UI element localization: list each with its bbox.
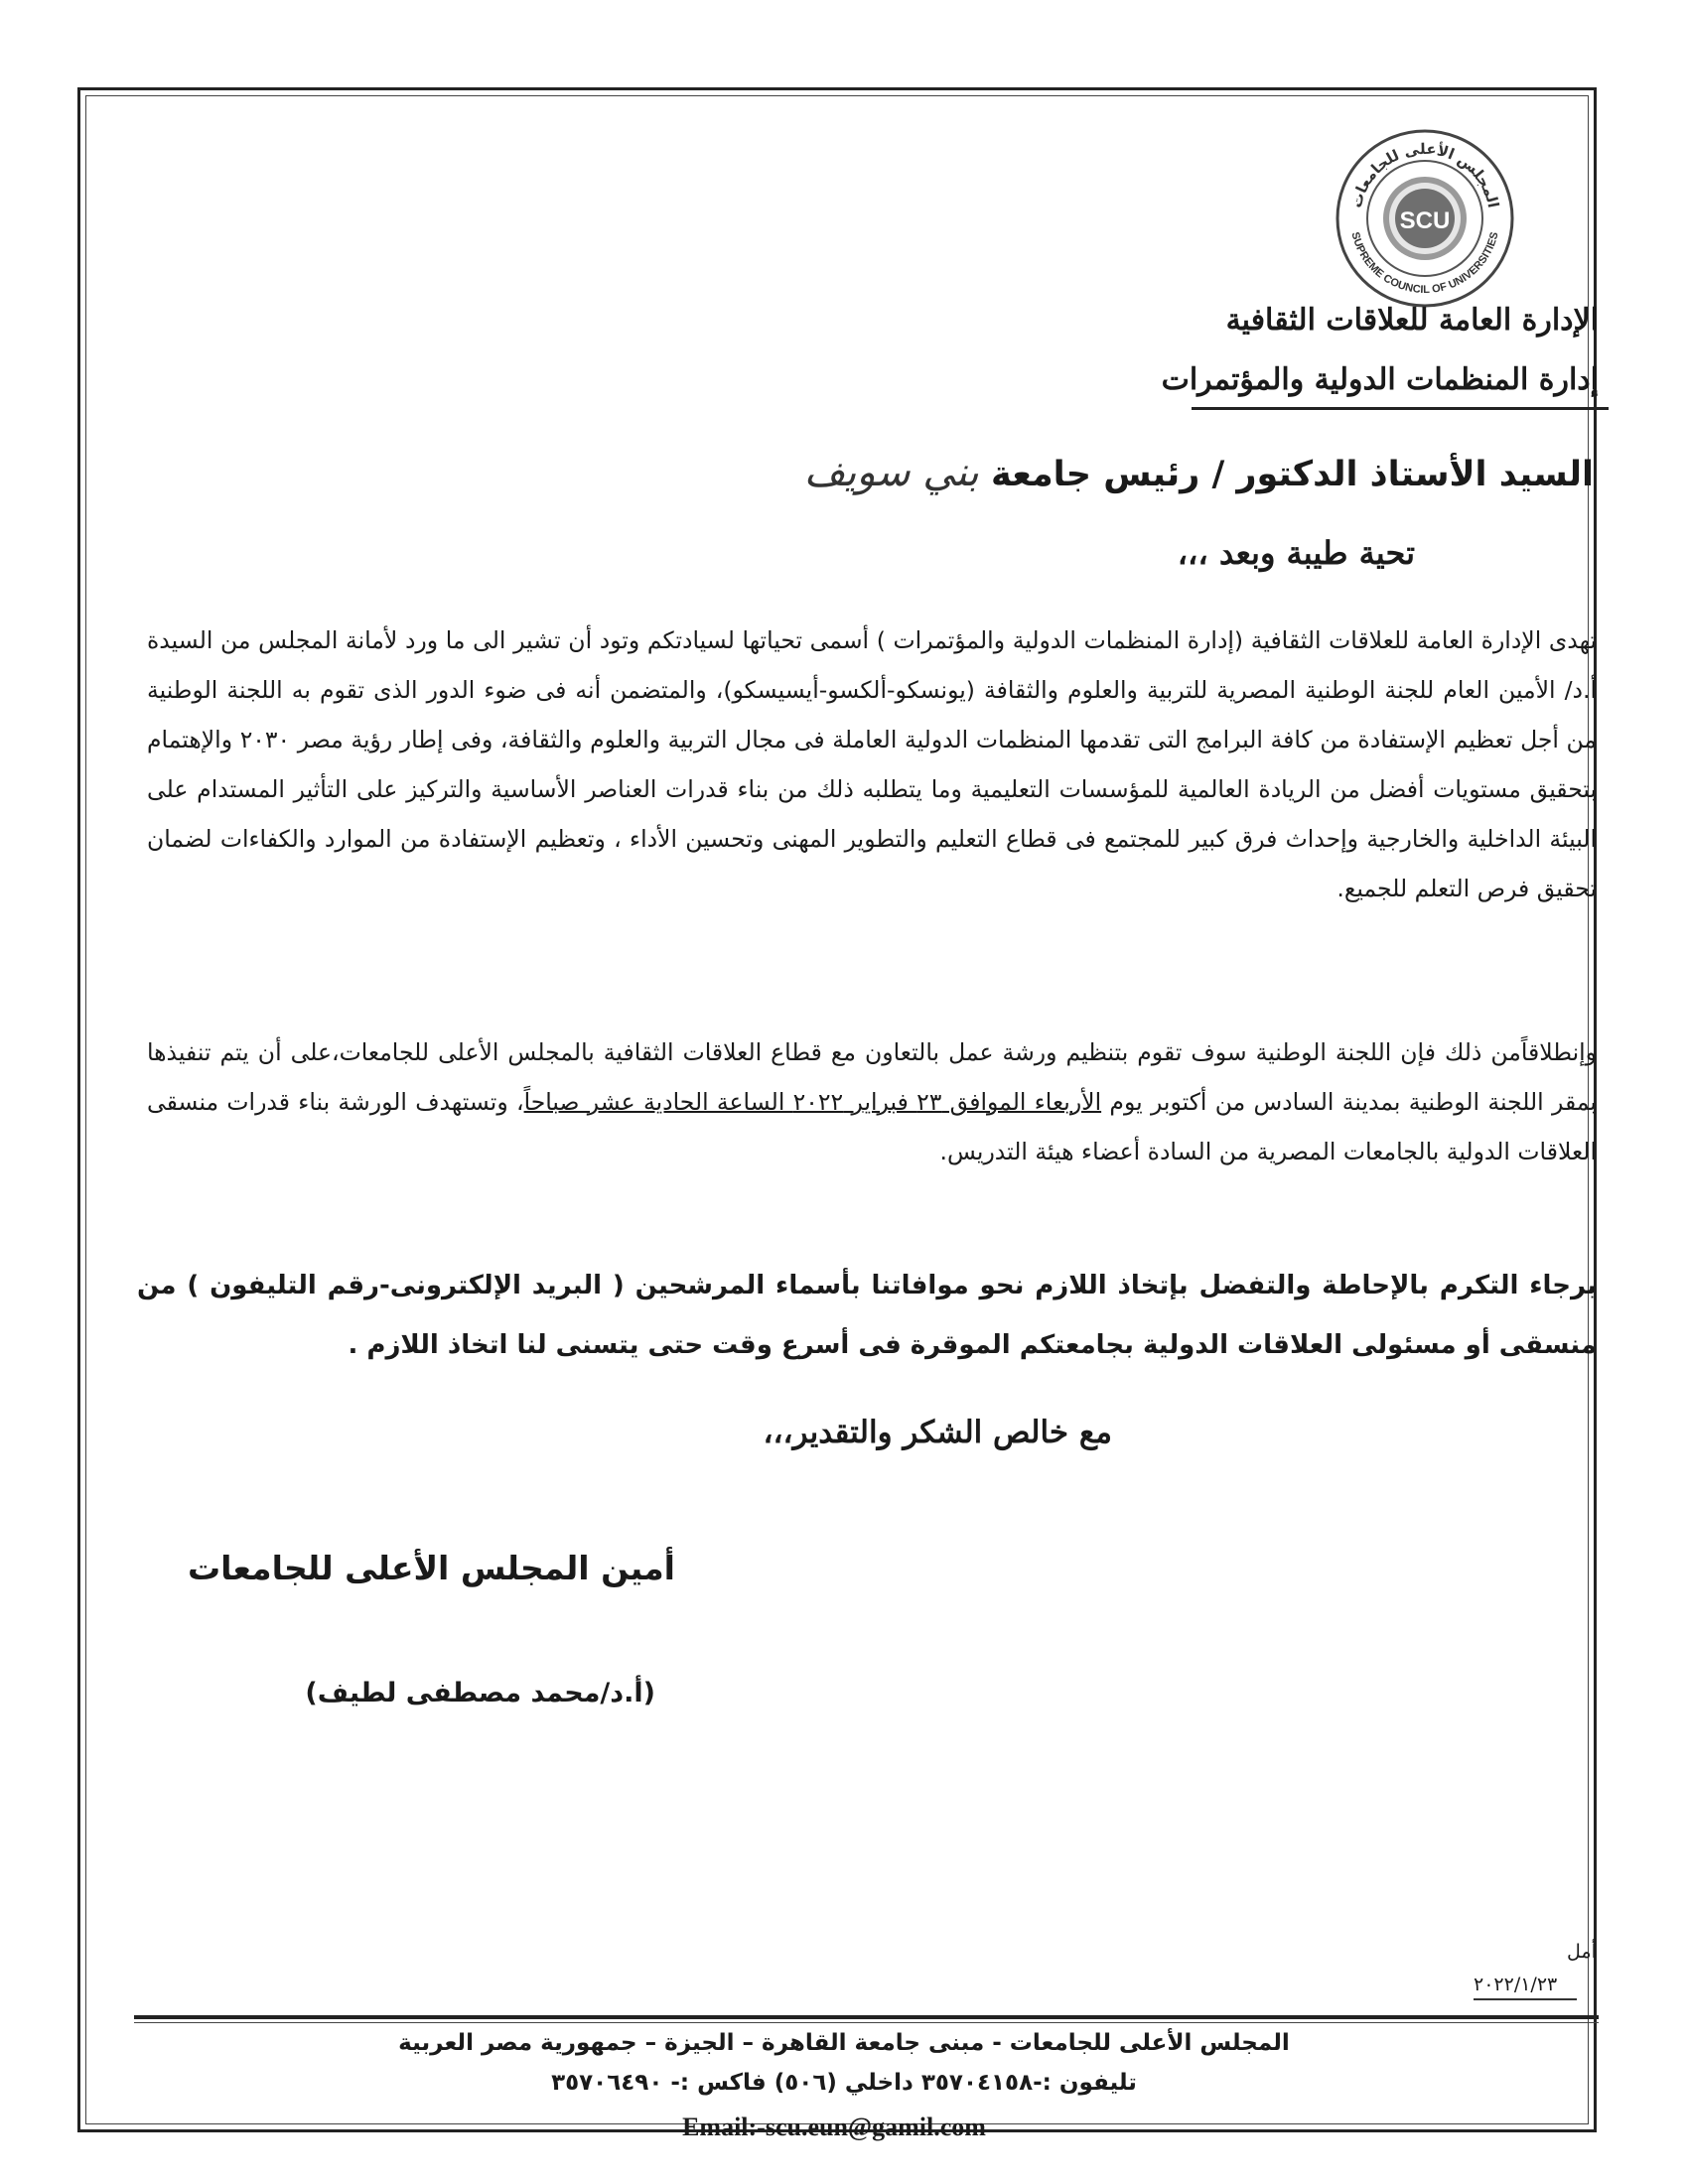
department-underline — [1192, 407, 1609, 410]
scu-seal — [1316, 119, 1534, 308]
workshop-date: الأربعاء الموافق ٢٣ فبراير ٢٠٢٢ الساعة الحادية عشر صباحاً — [523, 1088, 1102, 1116]
seal-emblem-text: SCU — [1399, 207, 1451, 234]
footer-divider-thin — [134, 2022, 1599, 2023]
signature-name: (أ.د/محمد مصطفى لطيف) — [305, 1678, 655, 1708]
department-unit: إدارة المنظمات الدولية والمؤتمرات — [1161, 362, 1599, 397]
footer-address: المجلس الأعلى للجامعات - مبنى جامعة القاهرة – الجيزة – جمهورية مصر العربية — [398, 2030, 1290, 2056]
seal-ring-text-top: المجلس الأعلى للجامعات — [1346, 139, 1503, 210]
signature-title: أمين المجلس الأعلى للجامعات — [187, 1549, 675, 1587]
reference-initials: أمل — [1567, 1941, 1597, 1963]
seal-ring-text-bottom: SUPREME COUNCIL OF UNIVERSITIES — [1348, 230, 1501, 297]
body-paragraph-1: تهدى الإدارة العامة للعلاقات الثقافية (إدارة المنظمات الدولية والمؤتمرات ) أسمى تحياتها لسيادتكم وتود أن تشير الى ما ورد لأمانة المجلس من السيدة أ.د/ الأمين العام للجنة الوطنية المصرية للتربية والعلوم والثقافة (يونسكو-ألكسو-أيسيسكو)، والمتضمن أنه فى ضوء الدور الذى تقوم به اللجنة الوطنية من أجل تعظيم الإستفادة من كافة البرامج التى تقدمها المنظمات الدولية العاملة فى مجال التربية والعلوم والثقافة، وفى إطار رؤية مصر ٢٠٣٠ والإهتمام بتحقيق مستويات أفضل من الريادة العالمية للمؤسسات التعليمية وما يتطلبه ذلك من بناء قدرات العناصر الأساسية والتركيز على التأثير المستدام على البيئة الداخلية والخارجية وإحداث فرق كبير للمجتمع فى قطاع التعليم والتطوير المهنى وتحسين الأداء ، وتعظيم الإستفادة من الموارد والكفاءات لضمان تحقيق فرص التعلم للجميع. — [147, 626, 1598, 902]
reference-underline — [1474, 1998, 1577, 2000]
greeting: تحية طيبة وبعد ،،، — [1177, 534, 1415, 572]
request-paragraph: برجاء التكرم بالإحاطة والتفضل بإتخاذ اللازم نحو موافاتنا بأسماء المرشحين ( البريد الإلكترونى-رقم التليفون ) من منسقى أو مسئولى العلاقات الدولية بجامعتكم الموقرة فى أسرع وقت حتى يتسنى لنا اتخاذ اللازم . — [137, 1271, 1597, 1360]
reference-date: ٢٠٢٢/١/٢٣ — [1474, 1974, 1558, 1995]
body-paragraph-2 — [147, 1027, 1597, 1176]
paragraph-2-start: وإنطلاقاًمن ذلك فإن اللجنة الوطنية سوف تقوم بتنظيم ورشة عمل بالتعاون مع قطاع العلاقات الثقافية بالمجلس الأعلى للجامعات،على أن يتم تنفيذها بمقر اللجنة الوطنية بمدينة السادس من أكتوبر يوم — [147, 1038, 1597, 1116]
footer-divider — [134, 2015, 1599, 2019]
addressee-university-handwritten: بني سويف — [803, 450, 979, 495]
department-general: الإدارة العامة للعلاقات الثقافية — [1225, 303, 1599, 338]
closing-line: مع خالص الشكر والتقدير،،، — [763, 1415, 1112, 1450]
paragraph-2-end: ، وتستهدف الورشة بناء قدرات منسقى العلاقات الدولية بالجامعات المصرية من السادة أعضاء هيئة التدريس. — [147, 1088, 1597, 1165]
footer-phones: تليفون :-٣٥٧٠٤١٥٨ داخلي (٥٠٦) فاكس :- ٣٥٧٠٦٤٩٠ — [551, 2070, 1137, 2096]
footer-email: Email:-scu.eun@gamil.com — [682, 2113, 986, 2141]
addressee-title: السيد الأستاذ الدكتور / رئيس جامعة — [991, 455, 1594, 494]
addressee-line — [788, 450, 1594, 495]
